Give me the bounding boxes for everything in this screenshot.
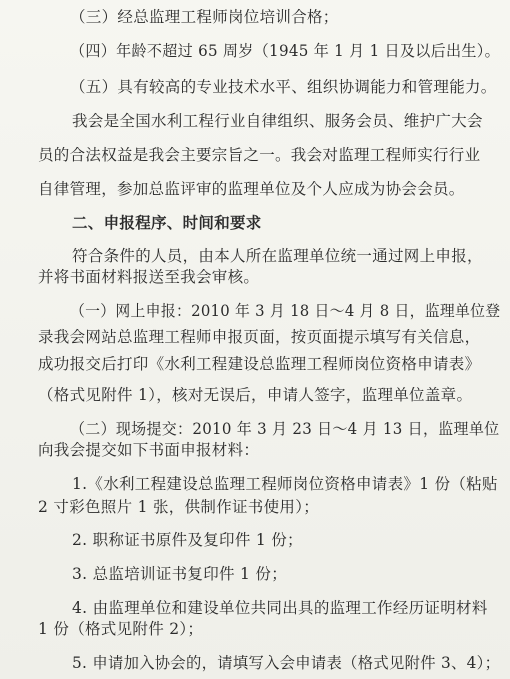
text-line: 我会是全国水利工程行业自律组织、服务会员、维护广大会 xyxy=(72,111,483,130)
text-line: 1 份（格式见附件 2）； xyxy=(38,620,204,639)
text-line: 5. 申请加入协会的，请填写入会申请表（格式见附件 3、4）； xyxy=(72,654,501,672)
text-line: 符合条件的人员，由本人所在监理单位统一通过网上申报， xyxy=(72,247,483,266)
section-heading: 二、申报程序、时间和要求 xyxy=(72,212,262,232)
text-line: （二）现场提交：2010 年 3 月 23 日～4 月 13 日，监理单位 xyxy=(70,419,500,438)
text-line: （五）具有较高的专业技术水平、组织协调能力和管理能力。 xyxy=(70,77,497,96)
text-line: 1.《水利工程建设总监理工程师岗位资格申请表》1 份（粘贴 xyxy=(72,475,498,494)
text-line: 4. 由监理单位和建设单位共同出具的监理工作经历证明材料 xyxy=(72,599,488,617)
text-line: 员的合法权益是我会主要宗旨之一。我会对监理工程师实行行业 xyxy=(38,145,481,164)
text-line: （三）经总监理工程师岗位培训合格； xyxy=(70,8,339,27)
text-line: 2. 职称证书原件及复印件 1 份； xyxy=(72,531,303,550)
text-line: 2 寸彩色照片 1 张，供制作证书使用）； xyxy=(38,498,320,517)
text-line: 向我会提交如下书面申报材料： xyxy=(38,440,260,459)
text-line: 录我会网站总监理工程师申报页面，按页面提示填写有关信息， xyxy=(38,328,481,346)
text-line: （一）网上申报：2010 年 3 月 18 日～4 月 8 日，监理单位登 xyxy=(70,302,501,321)
text-line: （格式见附件 1），核对无误后，申请人签字，监理单位盖章。 xyxy=(38,385,473,404)
text-line: 3. 总监培训证书复印件 1 份； xyxy=(72,565,288,584)
text-line: 自律管理，参加总监评审的监理单位及个人应成为协会会员。 xyxy=(38,179,465,198)
text-line: 成功报交后打印《水利工程建设总监理工程师岗位资格申请表》 xyxy=(38,354,481,373)
text-line: 并将书面材料报送至我会审核。 xyxy=(38,268,260,287)
text-line: （四）年龄不超过 65 周岁（1945 年 1 月 1 日及以后出生）。 xyxy=(70,42,501,61)
